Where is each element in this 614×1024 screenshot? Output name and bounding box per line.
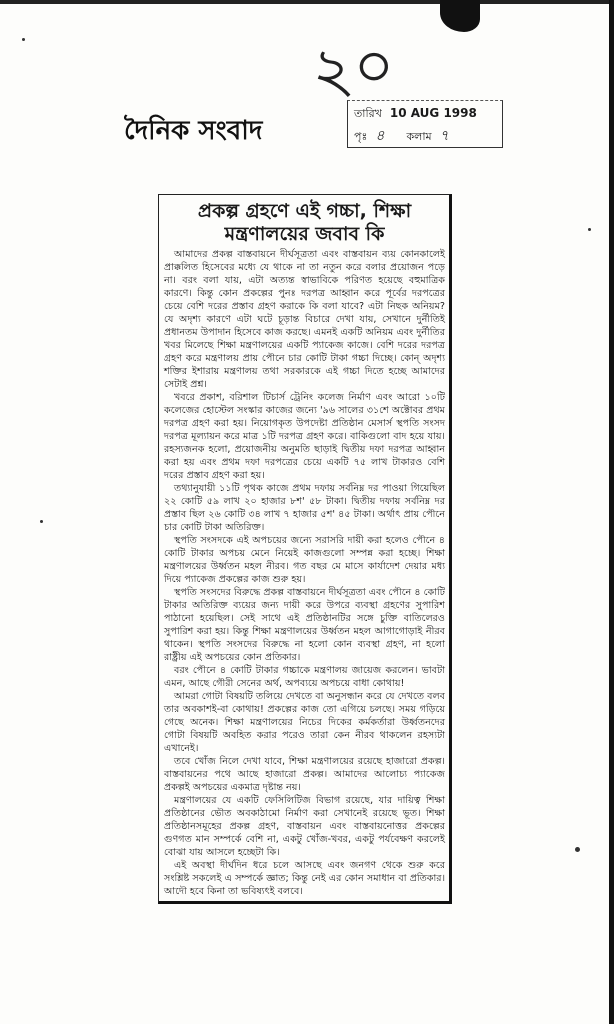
scan-speck xyxy=(22,38,25,41)
stamp-date-label: তারিখ xyxy=(354,107,382,120)
article-body xyxy=(164,248,445,898)
scan-speck xyxy=(40,520,43,523)
newspaper-masthead: দৈনিক সংবাদ xyxy=(124,116,263,146)
date-stamp xyxy=(347,100,503,148)
scan-edge-right xyxy=(609,0,614,1024)
article-paragraph: খবরে প্রকাশ, বরিশাল টিচার্স ট্রেনিং কলেজ নির্মাণ এবং আরো ১০টি কলেজের হোস্টেল সংস্কার কাজের জন্যে '৯৬ সালের ৩১শে অক্টোবর প্রথম দরপত্র গ্রহণ করা হয়। নিয়োগকৃত উপদেষ্টা প্রতিষ্ঠান মেসার্স স্থপতি সংসদ দরপত্র মূল্যায়ন করে মাত্র ১টি দরপত্র গ্রহণ করে। বাকিগুলো বাদ হয়ে যায়। রহস্যজনক হলো, প্রয়োজনীয় অনুমতি ছাড়াই দ্বিতীয় দফা দরপত্র আহ্বান করা হয় এবং প্রথম দফা দরপত্রের চেয়ে একটি ৭৫ লাখ টাকারও বেশি দরের প্রস্তাব গ্রহণ করা হয়। xyxy=(164,392,445,481)
article-paragraph: আমাদের প্রকল্প বাস্তবায়নে দীর্ঘসূত্রতা এবং বাস্তবায়ন ব্যয় কোনকালেই প্রাক্কলিত হিসেবের মধ্যে যে থাকে না তা নতুন করে বলার প্রয়োজন পড়ে না। বরং বলা যায়, এটা অত্যন্ত স্বাভাবিকে পরিণত হয়েছে বহুমাত্রিক কারণে। কিন্তু কোন প্রকল্পের পুনঃ দরপত্র আহ্বান করে পূর্বের দরপত্রের চেয়ে বেশি দরের প্রস্তাব গ্রহণ করাকে কি বলা যাবে? এটা নিছক অনিয়ম? যে অদৃশ্য কারণে এটা ঘটে চূড়ান্ত বিচারে দেখা যায়, সেখানে দুর্নীতিই প্রধানতম উপাদান হিসেবে কাজ করছে। এমনই একটি অনিয়ম এবং দুর্নীতির খবর মিলেছে শিক্ষা মন্ত্রণালয়ের একটি প্যাকেজ কাজে। বেশি দরের দরপত্র গ্রহণ করে মন্ত্রণালয় প্রায় পৌনে চার কোটি টাকা গচ্চা দিচ্ছে। কোন্ অদৃশ্য শক্তির ইশারায় মন্ত্রণালয় তথা সরকারকে এই গচ্চা দিতে হচ্ছে আমাদের সেটাই প্রশ্ন। xyxy=(164,249,445,390)
article-paragraph: এই অবস্থা দীর্ঘদিন ধরে চলে আসছে এবং জনগণ থেকে শুরু করে সংশ্লিষ্ট সকলেই এ সম্পর্কে জ্ঞাত; কিন্তু নেই এর কোন সমাধান বা প্রতিকার। আদৌ হবে কিনা তা ভবিষ্যৎই বলবে। xyxy=(164,860,445,897)
stamp-column-label: কলাম xyxy=(406,130,432,143)
article-paragraph: তবে খোঁজ নিলে দেখা যাবে, শিক্ষা মন্ত্রণালয়ের রয়েছে হাজারো প্রকল্প। বাস্তবায়নের পথে আছে হাজারো প্রকল্প। আমাদের আলোচ্য প্যাকেজ প্রকল্পই অপচয়ের একমাত্র দৃষ্টান্ত নয়। xyxy=(164,756,445,793)
ink-blot xyxy=(440,0,480,32)
stamp-page-value: ৪ xyxy=(375,128,385,144)
stamp-date-value: 10 AUG 1998 xyxy=(389,106,477,120)
stamp-column-value: ৭ xyxy=(439,128,449,144)
scan-speck xyxy=(588,228,591,231)
headline-line-1: প্রকল্প গ্রহণে এই গচ্চা, শিক্ষা xyxy=(197,200,412,222)
article-headline xyxy=(164,200,445,246)
article-paragraph: মন্ত্রণালয়ের যে একটি ফেসিলিটিজ বিভাগ রয়েছে, যার দায়িত্ব শিক্ষা প্রতিষ্ঠানের ভৌত অবকাঠামো নির্মাণ করা সেখানেই রয়েছে ভূত। শিক্ষা প্রতিষ্ঠানসমূহের প্রকল্প গ্রহণ, বাস্তবায়ন এবং বাস্তবায়নোত্তর প্রকল্পের গুণগত মান সম্পর্কে বেশি না, একটু খোঁজ-খবর, একটু পর্যবেক্ষণ করলেই বোঝা যায় আসলে হচ্ছেটা কি। xyxy=(164,795,445,858)
article-paragraph: বরং পৌনে ৪ কোটি টাকার গচ্চাকে মন্ত্রণালয় জায়েজ করলেন। ভাবটা এমন, আছে গৌরী সেনের অর্থ, অপব্যয়ে অপচয়ে বাধা কোথায়! xyxy=(164,665,445,689)
stamp-page-label: পৃঃ xyxy=(354,130,368,143)
scan-edge-top xyxy=(0,0,614,4)
scan-speck xyxy=(575,847,580,852)
article-paragraph: তথ্যানুযায়ী ১১টি পৃথক কাজে প্রথম দফায় সর্বনিম্ন দর পাওয়া গিয়েছিল ২২ কোটি ৫৯ লাখ ২০ হাজার ৮শ' ৫৮ টাকা। দ্বিতীয় দফায় সর্বনিম্ন দর প্রস্তাব ছিল ২৬ কোটি ৩৪ লাখ ৭ হাজার ৫শ' ৪৫ টাকা। অর্থাৎ প্রায় পৌনে চার কোটি টাকা অতিরিক্ত। xyxy=(164,483,445,533)
article-paragraph: স্থপতি সংসদকে এই অপচয়ের জন্যে সরাসরি দায়ী করা হলেও পৌনে ৪ কোটি টাকার অপচয় মেনে নিয়েই কাজগুলো সম্পন্ন করা হচ্ছে। শিক্ষা মন্ত্রণালয়ের উর্ধ্বতন মহল নীরব। গত বছর মে মাসে কার্যাদেশ দেয়ার মধ্য দিয়ে প্যাকেজ প্রকল্পের কাজ শুরু হয়। xyxy=(164,535,445,585)
headline-line-2: মন্ত্রণালয়ের জবাব কি xyxy=(224,223,385,245)
handwritten-number: ২০ xyxy=(307,27,399,111)
article-clipping xyxy=(158,194,452,904)
article-paragraph: আমরা গোটা বিষয়টি তলিয়ে দেখতে বা অনুসন্ধান করে যে দেখতে বলব তার অবকাশই-বা কোথায়! প্রকল্পের কাজ তো এগিয়ে চলছে। সময় গড়িয়ে গেছে অনেক। শিক্ষা মন্ত্রণালয়ের নিচের দিকের কর্মকর্তারা উর্ধ্বতনদের গোটা বিষয়টি অবহিত করার পরেও তারা কেন নীরব থাকলেন রহস্যটা এখানেই। xyxy=(164,691,445,754)
article-paragraph: স্থপতি সংসদের বিরুদ্ধে প্রকল্প বাস্তবায়নে দীর্ঘসূত্রতা এবং পৌনে ৪ কোটি টাকার অতিরিক্ত ব্যয়ের জন্য দায়ী করে উপরে ব্যবস্থা গ্রহণের সুপারিশ পাঠানো হয়েছিল। সেই সাথে এই প্রতিষ্ঠানটির সঙ্গে চুক্তি বাতিলেরও সুপারিশ করা হয়। কিন্তু শিক্ষা মন্ত্রণালয়ের উর্ধ্বতন মহল আগাগোড়াই নীরব থাকেন। স্থপতি সংসদের বিরুদ্ধে না হলো কোন ব্যবস্থা গ্রহণ, না হলো রাষ্ট্রীয় এই অপচয়ের কোন প্রতিকার। xyxy=(164,587,445,663)
